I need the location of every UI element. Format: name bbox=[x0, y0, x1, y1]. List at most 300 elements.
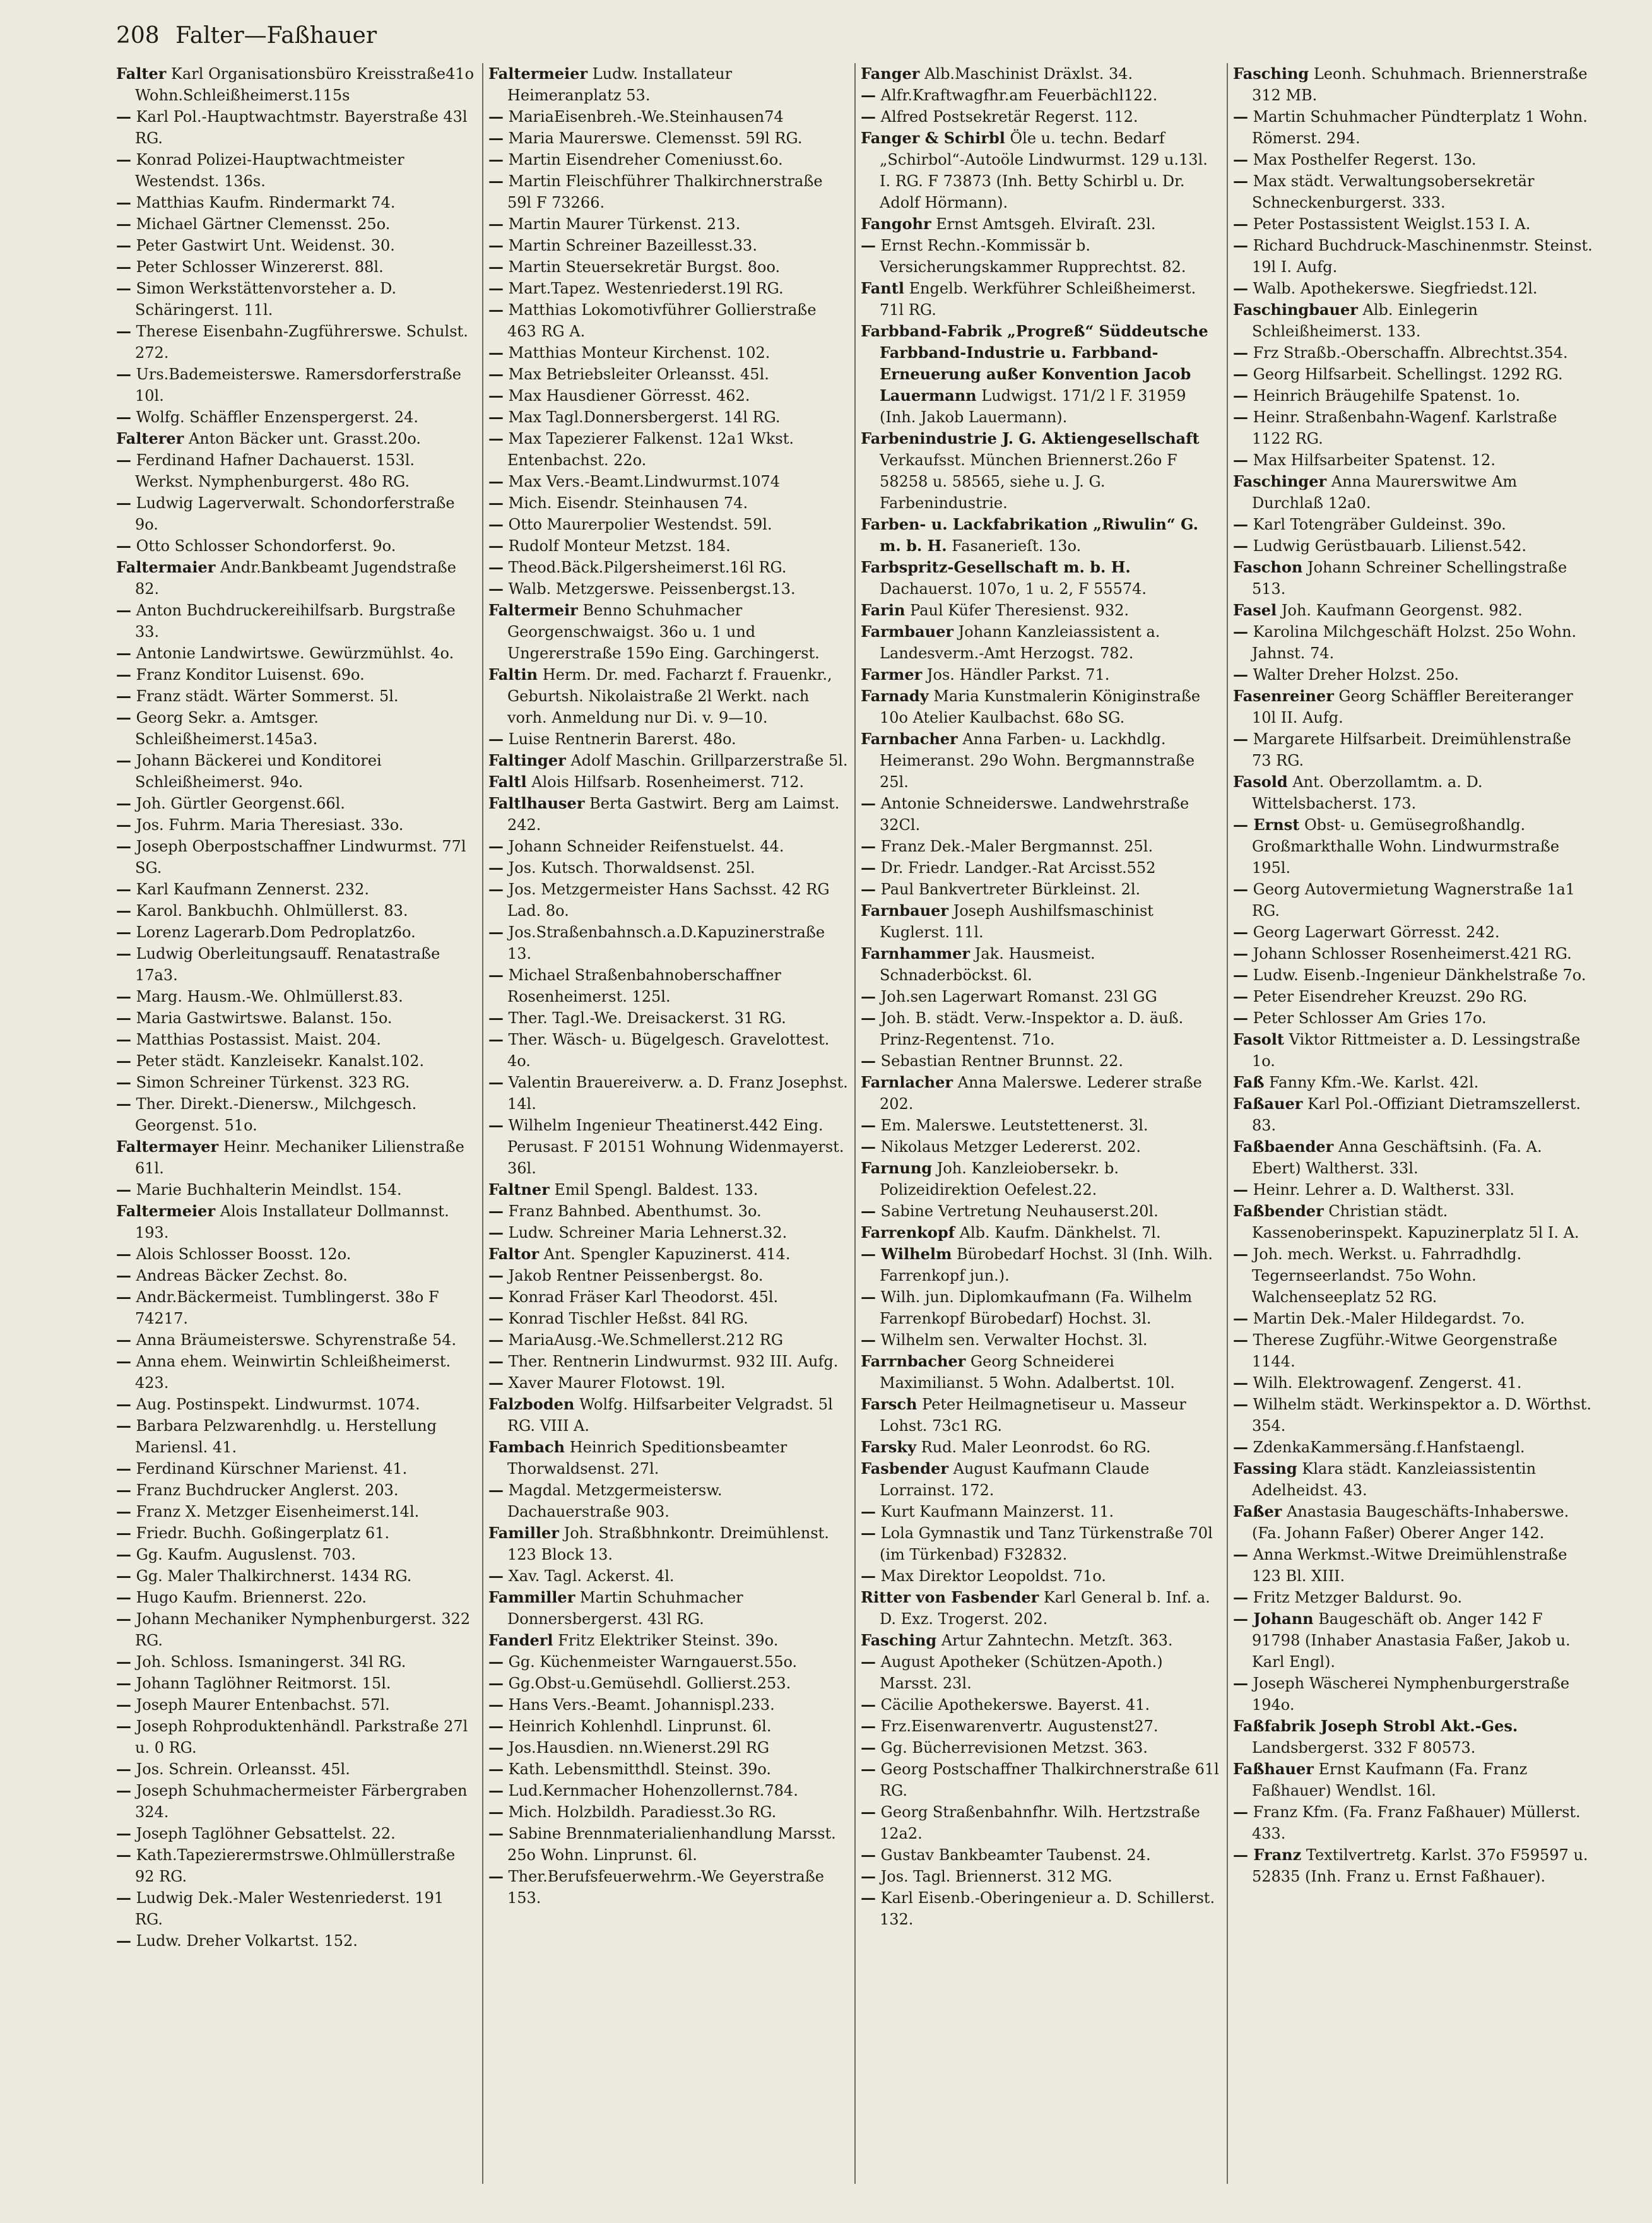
directory-entry bbox=[116, 406, 476, 428]
entry-text: Theod.Bäck.Pilgersheimerst.16l RG. bbox=[508, 559, 787, 576]
directory-entry bbox=[116, 1200, 476, 1243]
entry-name: — bbox=[861, 1009, 876, 1027]
directory-entry bbox=[116, 1565, 476, 1587]
directory-entry bbox=[488, 1072, 848, 1115]
entry-text: Heinrich Bräugehilfe Spatenst. 1o. bbox=[1253, 387, 1521, 405]
entry-name: Fasolt bbox=[1233, 1030, 1284, 1048]
entry-name: — bbox=[488, 730, 504, 748]
entry-name: — bbox=[1233, 923, 1248, 941]
entry-text: Ludw. Installateur Heimeranplatz 53. bbox=[507, 65, 733, 104]
column-1 bbox=[116, 63, 476, 2184]
entry-name: — bbox=[116, 1846, 131, 1864]
entry-text: Wilh. Elektrowagenf. Zengerst. 41. bbox=[1253, 1374, 1522, 1392]
entry-name: — bbox=[1233, 944, 1248, 963]
entry-text: Ludwig Gerüstbauarb. Lilienst.542. bbox=[1253, 537, 1527, 555]
entry-text: Max Hausdiener Görresst. 462. bbox=[508, 387, 750, 405]
entry-text: Frz.Eisenwarenvertr. Augustenst27. bbox=[880, 1717, 1159, 1735]
directory-entry bbox=[488, 385, 848, 406]
entry-name: Fasching bbox=[1233, 64, 1309, 83]
entry-name: — bbox=[116, 1180, 131, 1199]
entry-text: Gg. Maler Thalkirchnerst. 1434 RG. bbox=[136, 1567, 412, 1585]
entry-text: Peter Eisendreher Kreuzst. 29o RG. bbox=[1253, 988, 1528, 1005]
entry-text: Peter städt. Kanzleisekr. Kanalst.102. bbox=[136, 1052, 425, 1070]
directory-entry bbox=[488, 1351, 848, 1372]
entry-name: — bbox=[488, 1781, 504, 1799]
entry-text: Johann Kanzleiassistent a. Landesverm.-Amt Herzogst. 782. bbox=[880, 623, 1160, 662]
entry-name: — bbox=[116, 1609, 131, 1628]
directory-entry bbox=[1233, 600, 1593, 621]
directory-entry bbox=[1233, 986, 1593, 1007]
page-title: Falter—Faßhauer bbox=[175, 23, 377, 49]
entry-text: Fanny Kfm.-We. Karlst. 42l. bbox=[1269, 1074, 1479, 1091]
entry-name: Farsky bbox=[861, 1438, 917, 1456]
entry-text: Marie Buchhalterin Meindlst. 154. bbox=[136, 1181, 402, 1199]
entry-text: Viktor Rittmeister a. D. Lessingstraße 1o. bbox=[1252, 1031, 1581, 1070]
entry-text: Jos. Kutsch. Thorwaldsenst. 25l. bbox=[508, 859, 755, 877]
entry-text: Ludwig Lagerverwalt. Schondorferstraße 9o. bbox=[135, 494, 455, 533]
entry-name: Faßauer bbox=[1233, 1094, 1303, 1113]
entry-text: Simon Schreiner Türkenst. 323 RG. bbox=[136, 1074, 410, 1091]
entry-text: Gg. Bücherrevisionen Metzst. 363. bbox=[880, 1739, 1148, 1757]
entry-text: MariaAusg.-We.Schmellerst.212 RG bbox=[508, 1331, 784, 1349]
directory-entry bbox=[488, 514, 848, 535]
entry-text: Johann Schlosser Rosenheimerst.421 RG. bbox=[1253, 945, 1572, 963]
entry-name: Farnbacher bbox=[861, 730, 958, 748]
entry-name: Faßer bbox=[1233, 1502, 1282, 1521]
entry-name: — bbox=[488, 1073, 504, 1091]
entry-name: — bbox=[488, 472, 504, 490]
entry-name: — Franz bbox=[1233, 1846, 1302, 1864]
directory-entry bbox=[861, 1522, 1220, 1565]
entry-name: — bbox=[116, 644, 131, 662]
entry-text: Urs.Bademeisterswe. Ramersdorferstraße 10l. bbox=[135, 365, 461, 405]
directory-entry bbox=[861, 278, 1220, 321]
entry-text: Ludwig Dek.-Maler Westenriederst. 191 RG. bbox=[135, 1889, 444, 1928]
entry-name: — bbox=[116, 665, 131, 684]
directory-entry bbox=[488, 1587, 848, 1630]
entry-name: — bbox=[488, 858, 504, 877]
directory-entry bbox=[116, 364, 476, 406]
entry-text: Magdal. Metzgermeistersw. Dachauerstraße 903. bbox=[507, 1481, 723, 1521]
directory-entry bbox=[488, 170, 848, 213]
entry-text: Martin Fleischführer Thalkirchnerstraße 59l F 73266. bbox=[507, 172, 823, 211]
directory-entry bbox=[861, 127, 1220, 213]
directory-entry bbox=[861, 106, 1220, 127]
entry-text: Martin Dek.-Maler Hildegardst. 7o. bbox=[1253, 1310, 1525, 1327]
entry-name: — bbox=[1233, 150, 1248, 169]
entry-name: Farmer bbox=[861, 665, 923, 684]
entry-text: Otto Maurerpolier Westendst. 59l. bbox=[508, 516, 772, 533]
entry-name: — bbox=[116, 1352, 131, 1370]
entry-text: Martin Steuersekretär Burgst. 8oo. bbox=[508, 258, 781, 276]
entry-name: Farrenkopf bbox=[861, 1223, 955, 1242]
entry-name: — bbox=[861, 1524, 876, 1542]
directory-entry bbox=[116, 492, 476, 535]
entry-text: Karl Pol.-Offiziant Dietramszellerst. 83. bbox=[1252, 1095, 1581, 1134]
column-3 bbox=[861, 63, 1220, 2184]
entry-text: Friedr. Buchh. Goßingerplatz 61. bbox=[136, 1524, 390, 1542]
directory-entry bbox=[488, 1866, 848, 1909]
entry-name: — bbox=[116, 687, 131, 705]
directory-entry bbox=[116, 922, 476, 943]
entry-text: Karl Kaufmann Zennerst. 232. bbox=[136, 880, 369, 898]
directory-entry bbox=[861, 428, 1220, 514]
entry-name: — bbox=[861, 1116, 876, 1134]
directory-entry bbox=[116, 535, 476, 557]
directory-entry bbox=[116, 793, 476, 814]
directory-entry bbox=[861, 1887, 1220, 1930]
directory-entry bbox=[488, 793, 848, 836]
directory-entry bbox=[861, 1565, 1220, 1587]
directory-entry bbox=[861, 514, 1220, 557]
directory-entry bbox=[116, 664, 476, 685]
entry-name: Faltl bbox=[488, 773, 527, 791]
directory-entry bbox=[116, 814, 476, 836]
entry-text: Jos.Hausdien. nn.Wienerst.29l RG bbox=[508, 1739, 770, 1757]
directory-entry bbox=[488, 1308, 848, 1329]
directory-entry bbox=[1233, 63, 1593, 106]
entry-name: — bbox=[1233, 966, 1248, 984]
entry-text: Georg Straßenbahnfhr. Wilh. Hertzstraße 12a2. bbox=[880, 1803, 1200, 1842]
directory-entry bbox=[488, 728, 848, 750]
entry-text: Jos. Fuhrm. Maria Theresiast. 33o. bbox=[136, 816, 404, 834]
directory-entry bbox=[861, 1351, 1220, 1394]
directory-entry bbox=[1233, 406, 1593, 449]
directory-entry bbox=[1233, 213, 1593, 235]
entry-text: Heinr. Straßenbahn-Wagenf. Karlstraße 1122 RG. bbox=[1252, 408, 1557, 448]
entry-text: Matthias Lokomotivführer Gollierstraße 463 RG A. bbox=[507, 301, 817, 340]
entry-name: — bbox=[1233, 1395, 1248, 1413]
entry-name: Falzboden bbox=[488, 1395, 575, 1413]
directory-entry bbox=[1233, 1007, 1593, 1029]
entry-text: Georg Autovermietung Wagnerstraße 1a1 RG. bbox=[1252, 880, 1576, 920]
entry-text: Jos. Händler Parkst. 71. bbox=[926, 666, 1110, 684]
directory-entry bbox=[488, 1222, 848, 1243]
entry-text: Anastasia Baugeschäfts-Inhaberswe. (Fa. Johann Faßer) Oberer Anger 142. bbox=[1252, 1503, 1569, 1542]
entry-name: — bbox=[116, 1781, 131, 1799]
entry-text: Joseph Maurer Entenbachst. 57l. bbox=[136, 1696, 390, 1714]
entry-name: — bbox=[488, 1824, 504, 1842]
directory-entry bbox=[488, 1694, 848, 1716]
entry-name: — bbox=[116, 1824, 131, 1842]
entry-name: Faltermeir bbox=[488, 601, 578, 619]
directory-entry bbox=[861, 943, 1220, 986]
columns bbox=[116, 63, 1614, 2185]
entry-name: — bbox=[861, 1846, 876, 1864]
entry-name: Faßfabrik Joseph Strobl Akt.-Ges. bbox=[1233, 1717, 1518, 1735]
directory-entry bbox=[488, 256, 848, 278]
directory-entry bbox=[488, 1651, 848, 1673]
entry-text: Sebastian Rentner Brunnst. 22. bbox=[880, 1052, 1123, 1070]
directory-entry bbox=[116, 1844, 476, 1887]
entry-name: — bbox=[488, 837, 504, 855]
directory-entry bbox=[861, 85, 1220, 106]
directory-entry bbox=[488, 1673, 848, 1694]
entry-text: Max Direktor Leopoldst. 71o. bbox=[880, 1567, 1106, 1585]
directory-entry bbox=[861, 1651, 1220, 1694]
directory-entry bbox=[861, 1200, 1220, 1222]
directory-entry bbox=[488, 1372, 848, 1394]
entry-text: Ernst Rechn.-Kommissär b. Versicherungskammer Rupprechtst. 82. bbox=[880, 237, 1186, 276]
entry-name: — bbox=[861, 1888, 876, 1907]
entry-name: — bbox=[116, 322, 131, 340]
entry-name: — bbox=[1233, 408, 1248, 426]
directory-entry bbox=[116, 685, 476, 707]
directory-entry bbox=[861, 900, 1220, 943]
directory-entry bbox=[861, 63, 1220, 85]
directory-entry bbox=[861, 986, 1220, 1007]
entry-name: Farmbauer bbox=[861, 622, 954, 641]
entry-text: Max städt. Verwaltungsobersekretär Schneckenburgerst. 333. bbox=[1252, 172, 1535, 211]
directory-entry bbox=[488, 278, 848, 299]
entry-name: — bbox=[1233, 451, 1248, 469]
entry-text: Heinrich Speditionsbeamter Thorwaldsenst. 27l. bbox=[507, 1438, 788, 1478]
directory-entry bbox=[116, 1522, 476, 1544]
directory-entry bbox=[488, 600, 848, 664]
entry-text: Wolfg. Hilfsarbeiter Velgradst. 5l RG. VIII A. bbox=[507, 1396, 833, 1435]
entry-name: — bbox=[116, 1502, 131, 1521]
entry-text: Em. Malerswe. Leutstettenerst. 3l. bbox=[880, 1117, 1148, 1134]
entry-text: Fritz Metzger Baldurst. 9o. bbox=[1253, 1589, 1463, 1606]
entry-text: Michael Straßenbahnoberschaffner Rosenheimerst. 125l. bbox=[507, 966, 781, 1005]
entry-name: — Ernst bbox=[1233, 815, 1300, 834]
directory-entry bbox=[488, 364, 848, 385]
entry-name: — bbox=[116, 1760, 131, 1778]
entry-text: Christian städt. Kassenoberinspekt. Kapuzinerplatz 5l I. A. bbox=[1252, 1202, 1579, 1242]
directory-entry bbox=[488, 127, 848, 149]
entry-text: Jak. Hausmeist. Schnaderböckst. 6l. bbox=[880, 945, 1095, 984]
directory-entry bbox=[861, 1630, 1220, 1651]
entry-name: — bbox=[116, 1674, 131, 1692]
entry-text: Dachauerst. 107o, 1 u. 2, F 55574. bbox=[880, 580, 1147, 598]
directory-entry bbox=[488, 836, 848, 857]
entry-name: — bbox=[116, 751, 131, 769]
directory-entry bbox=[1233, 170, 1593, 213]
entry-name: — bbox=[1233, 987, 1248, 1005]
entry-name: — bbox=[116, 1288, 131, 1306]
entry-text: Alois Hilfsarb. Rosenheimerst. 712. bbox=[531, 773, 805, 791]
entry-name: — bbox=[1233, 365, 1248, 383]
directory-entry bbox=[116, 63, 476, 106]
entry-name: — bbox=[488, 215, 504, 233]
directory-entry bbox=[488, 1029, 848, 1072]
entry-text: Alb. Kaufm. Dänkhelst. 7l. bbox=[959, 1224, 1161, 1242]
entry-text: Matthias Kaufm. Rindermarkt 74. bbox=[136, 194, 396, 211]
directory-entry bbox=[488, 1115, 848, 1179]
directory-entry bbox=[116, 192, 476, 213]
entry-text: Ther. Wäsch- u. Bügelgesch. Gravelottest. 4o. bbox=[507, 1031, 830, 1070]
entry-name: — bbox=[488, 579, 504, 598]
entry-text: Jos. Schrein. Orleansst. 45l. bbox=[136, 1760, 350, 1778]
entry-text: Marg. Hausm.-We. Ohlmüllerst.83. bbox=[136, 988, 403, 1005]
directory-entry bbox=[488, 557, 848, 578]
entry-text: Joh. Straßbhnkontr. Dreimühlenst. 123 Block 13. bbox=[507, 1524, 829, 1563]
entry-text: Textilvertretg. Karlst. 37o F59597 u. 52835 (Inh. Franz u. Ernst Faßhauer). bbox=[1252, 1846, 1588, 1885]
directory-entry bbox=[861, 1286, 1220, 1329]
entry-name: — bbox=[116, 150, 131, 169]
directory-entry bbox=[116, 707, 476, 750]
directory-entry bbox=[488, 106, 848, 127]
entry-name: — bbox=[116, 1331, 131, 1349]
entry-text: Paul Bankvertreter Bürkleinst. 2l. bbox=[880, 880, 1141, 898]
directory-entry bbox=[488, 1394, 848, 1437]
directory-entry bbox=[1233, 1243, 1593, 1308]
entry-text: Berta Gastwirt. Berg am Laimst. 242. bbox=[507, 795, 840, 834]
entry-text: Ferdinand Kürschner Marienst. 41. bbox=[136, 1460, 408, 1478]
entry-name: Fasching bbox=[861, 1631, 937, 1649]
entry-name: — bbox=[488, 1567, 504, 1585]
directory-entry bbox=[488, 1737, 848, 1758]
entry-name: Faltlhauser bbox=[488, 794, 585, 812]
entry-text: Barbara Pelzwarenhdlg. u. Herstellung Mariensl. 41. bbox=[135, 1417, 437, 1456]
entry-name: — bbox=[1233, 515, 1248, 533]
entry-name: — bbox=[116, 923, 131, 941]
directory-entry bbox=[488, 964, 848, 1007]
entry-text: Martin Schuhmacher Pündterplatz 1 Wohn. Römerst. 294. bbox=[1252, 108, 1588, 147]
entry-text: Herm. Dr. med. Facharzt f. Frauenkr., Geburtsh. Nikolaistraße 2l Werkt. nach vorh. Anmeldung nur Di. v. 9—10. bbox=[507, 666, 832, 726]
entry-text: Simon Werkstättenvorsteher a. D. Schäringerst. 11l. bbox=[135, 280, 397, 319]
directory-entry bbox=[861, 1437, 1220, 1458]
directory-entry bbox=[116, 1179, 476, 1200]
entry-name: — bbox=[488, 279, 504, 297]
entry-text: Joseph Schuhmachermeister Färbergraben 324. bbox=[135, 1782, 468, 1821]
directory-entry bbox=[116, 1243, 476, 1265]
entry-text: Rudolf Monteur Metzst. 184. bbox=[508, 537, 731, 555]
directory-entry bbox=[1233, 1093, 1593, 1136]
entry-name: — bbox=[1233, 386, 1248, 405]
entry-name: — bbox=[488, 1867, 504, 1885]
entry-name: — bbox=[116, 708, 131, 726]
page-number: 208 bbox=[116, 23, 160, 49]
entry-name: — bbox=[1233, 1545, 1248, 1563]
entry-text: Peter Postassistent Weiglst.153 I. A. bbox=[1253, 215, 1531, 233]
entry-name: — bbox=[1233, 665, 1248, 684]
entry-text: Georg Lagerwart Görresst. 242. bbox=[1253, 923, 1500, 941]
entry-text: Anton Bäcker unt. Grasst.20o. bbox=[188, 430, 422, 448]
directory-entry bbox=[488, 492, 848, 514]
directory-entry bbox=[116, 1050, 476, 1072]
entry-name: — bbox=[116, 1009, 131, 1027]
entry-name: — bbox=[1233, 622, 1248, 641]
entry-text: Cäcilie Apothekerswe. Bayerst. 41. bbox=[880, 1696, 1150, 1714]
entry-text: Ludw. Schreiner Maria Lehnerst.32. bbox=[508, 1224, 788, 1242]
entry-name: — bbox=[488, 150, 504, 169]
directory-entry bbox=[116, 643, 476, 664]
entry-name: — bbox=[116, 1245, 131, 1263]
entry-text: Kath.Tapezierermstrswe.Ohlmüllerstraße 92 RG. bbox=[135, 1846, 456, 1885]
entry-name: — bbox=[116, 901, 131, 920]
directory-entry bbox=[488, 471, 848, 492]
directory-entry bbox=[861, 1501, 1220, 1522]
directory-entry bbox=[861, 235, 1220, 278]
entry-name: Falter bbox=[116, 64, 167, 83]
entry-name: — bbox=[116, 880, 131, 898]
entry-text: Karl Organisationsbüro Kreisstraße41o Wohn.Schleißheimerst.115s bbox=[135, 65, 475, 104]
directory-entry bbox=[116, 1351, 476, 1394]
directory-entry bbox=[488, 213, 848, 235]
entry-text: Joh. Kaufmann Georgenst. 982. bbox=[1281, 602, 1523, 619]
directory-entry bbox=[1233, 1136, 1593, 1179]
entry-name: — bbox=[1233, 1331, 1248, 1349]
entry-name: Fanderl bbox=[488, 1631, 553, 1649]
directory-entry bbox=[861, 1243, 1220, 1286]
directory-entry bbox=[861, 1758, 1220, 1801]
entry-text: Antonie Landwirtswe. Gewürzmühlst. 4o. bbox=[136, 644, 454, 662]
page-header bbox=[116, 23, 377, 49]
entry-text: Franz städt. Wärter Sommerst. 5l. bbox=[136, 687, 399, 705]
entry-name: — bbox=[861, 1288, 876, 1306]
entry-name: — Johann bbox=[1233, 1609, 1314, 1628]
entry-text: Frz Straßb.-Oberschaffn. Albrechtst.354. bbox=[1253, 344, 1568, 362]
entry-text: Karl Pol.-Hauptwachtmstr. Bayerstraße 43l RG. bbox=[135, 108, 468, 147]
entry-text: Karl Totengräber Guldeinst. 39o. bbox=[1253, 516, 1506, 533]
directory-entry bbox=[1233, 1844, 1593, 1887]
entry-name: Farsch bbox=[861, 1395, 917, 1413]
directory-entry bbox=[1233, 299, 1593, 342]
directory-entry bbox=[861, 685, 1220, 728]
directory-entry bbox=[1233, 535, 1593, 557]
entry-name: Farnhammer bbox=[861, 944, 971, 963]
directory-entry bbox=[488, 922, 848, 964]
directory-entry bbox=[1233, 514, 1593, 535]
directory-entry bbox=[1233, 964, 1593, 986]
directory-entry bbox=[116, 1265, 476, 1286]
directory-entry bbox=[861, 621, 1220, 664]
directory-entry bbox=[1233, 728, 1593, 771]
directory-entry bbox=[1233, 1587, 1593, 1608]
directory-entry bbox=[116, 1286, 476, 1329]
directory-entry bbox=[116, 428, 476, 449]
entry-name: — bbox=[116, 1524, 131, 1542]
directory-entry bbox=[488, 771, 848, 793]
directory-entry bbox=[861, 1136, 1220, 1158]
entry-name: — bbox=[116, 1695, 131, 1714]
entry-text: Fasanerieſt. 13o. bbox=[952, 537, 1082, 555]
directory-entry bbox=[116, 213, 476, 235]
entry-name: Fambach bbox=[488, 1438, 565, 1456]
entry-text: Ludwigst. 171/2 l F. 31959 (Inh. Jakob Lauermann). bbox=[880, 387, 1186, 426]
entry-text: Engelb. Werkführer Schleißheimerst. 71l RG. bbox=[880, 280, 1196, 319]
entry-text: Max Tapezierer Falkenst. 12a1 Wkst. Entenbachst. 22o. bbox=[507, 430, 794, 469]
entry-text: Mich. Eisendr. Steinhausen 74. bbox=[508, 494, 748, 512]
entry-text: Richard Buchdruck-Maschinenmstr. Steinst. 19l I. Aufg. bbox=[1252, 237, 1593, 276]
entry-name: — bbox=[1233, 236, 1248, 254]
entry-text: Obst- u. Gemüsegroßhandlg. Großmarkthalle Wohn. Lindwurmstraße 195l. bbox=[1252, 816, 1560, 877]
directory-entry bbox=[1233, 1458, 1593, 1501]
directory-entry bbox=[488, 578, 848, 600]
entry-name: — bbox=[488, 1803, 504, 1821]
entry-text: Georg Schäffler Bereiteranger 10l II. Aufg. bbox=[1252, 687, 1573, 726]
entry-name: Faßbaender bbox=[1233, 1137, 1334, 1156]
directory-entry bbox=[116, 278, 476, 321]
entry-text: Landsbergerst. 332 F 80573. bbox=[1252, 1739, 1476, 1757]
directory-entry bbox=[1233, 1394, 1593, 1437]
entry-text: Paul Küfer Theresienst. 932. bbox=[910, 602, 1129, 619]
entry-name: Fasbender bbox=[861, 1459, 948, 1478]
entry-text: Martin Schuhmacher Donnersbergerst. 43l RG. bbox=[507, 1589, 743, 1628]
directory-entry bbox=[1233, 943, 1593, 964]
entry-name: Faßbender bbox=[1233, 1202, 1324, 1220]
entry-name: — bbox=[861, 1695, 876, 1714]
entry-name: Ritter von Fasbender bbox=[861, 1588, 1039, 1606]
entry-name: — bbox=[488, 1223, 504, 1242]
directory-entry bbox=[861, 1007, 1220, 1050]
directory-entry bbox=[116, 1544, 476, 1565]
entry-name: Familler bbox=[488, 1524, 559, 1542]
directory-entry bbox=[1233, 364, 1593, 385]
entry-name: Fasold bbox=[1233, 773, 1288, 791]
entry-text: Ludwig Oberleitungsauff. Renatastraße 17a3. bbox=[135, 945, 440, 984]
